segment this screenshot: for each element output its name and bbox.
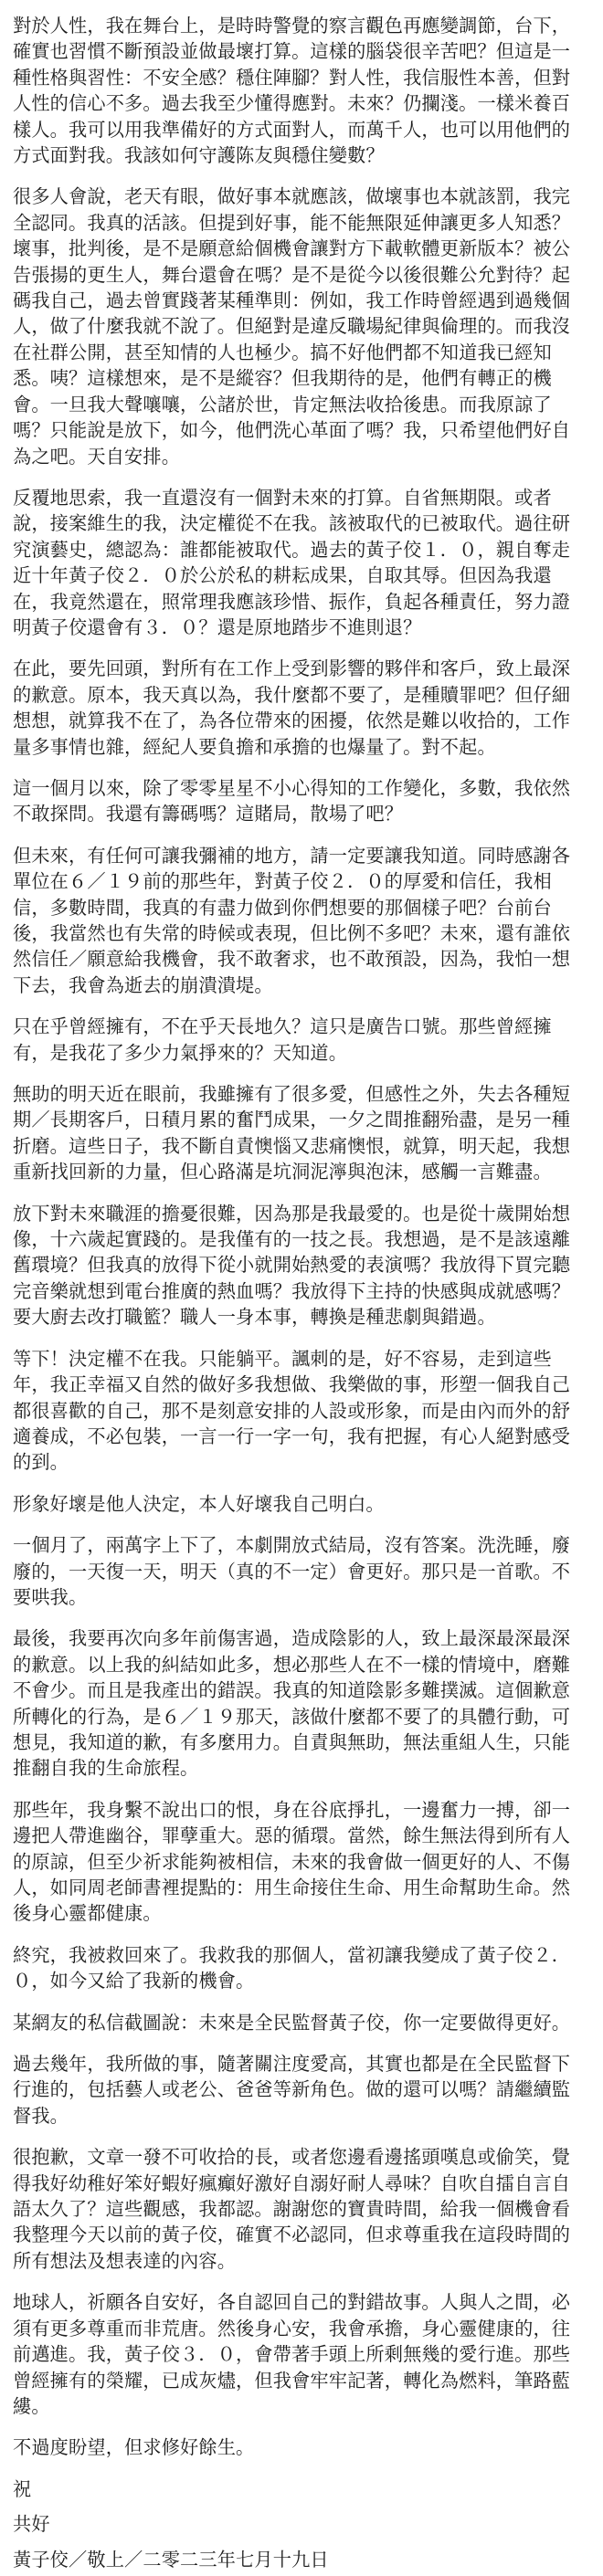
paragraph: 最後，我要再次向多年前傷害過，造成陰影的人，致上最深最深最深的歉意。以上我的糾結如此多，想必那些人在不一樣的情境中，磨難不會少。而且是我產出的錯誤。我真的知道陰影多難撲滅。這個歉意所轉化的行為，是６／１９那天，該做什麼都不要了的具體行動，可想見，我知道的歉，有多麼用力。自責與無助，無法重組人生，只能推翻自我的生命旅程。 (13, 1627, 571, 1780)
closing-wish: 祝 (13, 2477, 32, 2500)
paragraph: 很抱歉，文章一發不可收拾的長，或者您邊看邊搖頭嘆息或偷笑，覺得我好幼稚好笨好蝦好瘋癲好激好自溺好耐人尋味？自吹自擂自言自語太久了？這些觀感，我都認。謝謝您的寶貴時間，給我一個機會看我整理今天以前的黃子佼，確實不必認同，但求尊重我在這段時間的所有想法及想表達的內容。 (13, 2146, 571, 2272)
paragraph: 地球人，祈願各自安好，各自認回自己的對錯故事。人與人之間，必須有更多尊重而非荒唐。然後身心安，我會承擔，身心靈健康的，往前邁進。我，黃子佼３．０，會帶著手頭上所剩無幾的愛行進。那些曾經擁有的榮耀，已成灰燼，但我會牢牢記著，轉化為燃料，筆路藍縷。 (13, 2291, 571, 2417)
paragraph: 對於人性，我在舞台上，是時時警覺的察言觀色再應變調節，台下，確實也習慣不斷預設並做最壞打算。這樣的腦袋很辛苦吧？但這是一種性格與習性：不安全感？穩住陣腳？對人性，我信服性本善，但對人性的信心不多。過去我至少懂得應對。未來？仍攔淺。一樣米養百樣人。我可以用我準備好的方式面對人，而萬千人，也可以用他們的方式面對我。我該如何守護陈友與穩住變數？ (13, 15, 571, 167)
closing-greeting: 共好 (13, 2513, 50, 2536)
paragraph: 在此，要先回頭，對所有在工作上受到影響的夥伴和客戶，致上最深的歉意。原本，我天真以為，我什麼都不要了，是種贖罪吧？但仔細想想，就算我不在了，為各位帶來的困擾，依然是難以收拾的，工作量多事情也雜，經紀人要負擔和承擔的也爆量了。對不起。 (13, 657, 571, 758)
paragraph: 終究，我被救回來了。我救我的那個人，當初讓我變成了黃子佼２．０，如今又給了我新的機會。 (13, 1943, 571, 1992)
paragraph: 不過度盼望，但求修好餘生。 (13, 2436, 255, 2459)
paragraph: 放下對未來職涯的擔憂很難，因為那是我最愛的。也是從十歲開始想像，十六歲起實踐的。是我僅有的一技之長。我想過，是不是該遠離舊環境？但我真的放得下從小就開始熱愛的表演嗎？我放得下買完聽完音樂就想到電台推廣的熱血嗎？我放得下主持的快感與成就感嗎？要大廚去改打職籃？職人一身本事，轉換是種悲劇與錯過。 (13, 1202, 571, 1329)
paragraph: 某網友的私信截圖說：未來是全民監督黃子佼，你一定要做得更好。 (13, 2011, 571, 2034)
paragraph: 無助的明天近在眼前，我雖擁有了很多愛，但感性之外，失去各種短期／長期客戶，日積月累的奮鬥成果，一夕之間推翻殆盡，是另一種折磨。這些日子，我不斷自責懊惱又悲痛懊恨，就算，明天起，我想重新找回新的力量，但心路滿是坑洞泥濘與泡沫，感觸一言難盡。 (13, 1083, 571, 1183)
paragraph: 但未來，有任何可讓我彌補的地方，請一定要讓我知道。同時感謝各單位在６／１９前的那些年，對黃子佼２．０的厚愛和信任，我相信，多數時間，我真的有盡力做到你們想要的那個樣子吧？台前台後，我當然也有失常的時候或表現，但比例不多吧？未來，還有誰依然信任／願意給我機會，我不敢奢求，也不敢預設，因為，我怕一想下去，我會為逝去的崩潰潰堤。 (13, 844, 571, 996)
paragraph: 很多人會說，老天有眼，做好事本就應該，做壞事也本就該罰，我完全認同。我真的活該。但提到好事，能不能無限延伸讓更多人知悉？壞事，批判後，是不是願意給個機會讓對方下載軟體更新版本？被公告張揚的更生人，舞台還會在嗎？是不是從今以後很難公允對待？起碼我自己，過去曾實踐著某種準則：例如，我工作時曾經遇到過幾個人，做了什麼我就不說了。但絕對是違反職場紀律與倫理的。而我沒在社群公開，甚至知情的人也極少。搞不好他們都不知道我已經知悉。咦？這樣想來，是不是縱容？但我期待的是，他們有轉正的機會。一旦我大聲嚷嚷，公諸於世，肯定無法收拾後患。而我原諒了嗎？只能說是放下，如今，他們洗心革面了嗎？我，只希望他們好自為之吧。天自安排。 (13, 185, 571, 468)
paragraph: 只在乎曾經擁有，不在乎天長地久？這只是廣告口號。那些曾經擁有，是我花了多少力氣掙來的？天知道。 (13, 1015, 552, 1064)
paragraph: 等下！決定權不在我。只能躺平。諷刺的是，好不容易，走到這些年，我正幸福又自然的做好多我想做、我樂做的事，形塑一個我自己都很喜歡的自己，那不是刻意安排的人設或形象，而是由內而外的舒適養成，不必包裝，一言一行一字一句，我有把握，有心人絕對感受的到。 (13, 1347, 571, 1474)
paragraph: 那些年，我身繫不說出口的恨，身在谷底掙扎，一邊奮力一搏，卻一邊把人帶進幽谷，罪孽重大。惡的循環。當然，餘生無法得到所有人的原諒，但至少祈求能夠被相信，未來的我會做一個更好的人、不傷人，如同周老師書裡提點的：用生命接住生命、用生命幫助生命。然後身心靈都健康。 (13, 1798, 571, 1925)
paragraph: 形象好壞是他人決定，本人好壞我自己明白。 (13, 1492, 385, 1515)
paragraph: 反覆地思索，我一直還沒有一個對未來的打算。自省無期限。或者說，接案維生的我，決定權從不在我。該被取代的已被取代。過往研究演藝史，總認為：誰都能被取代。過去的黃子佼１．０，親自奪走近十年黃子佼２．０於公於私的耕耘成果，自取其辱。但因為我還在，我竟然還在，照常理我應該珍惜、振作，負起各種責任，努力證明黃子佼還會有３．０？還是原地踏步不進則退？ (13, 486, 571, 638)
paragraph: 這一個月以來，除了零零星星不小心得知的工作變化，多數，我依然不敢探問。我還有籌碼嗎？這賭局，散場了吧？ (13, 776, 571, 825)
paragraph: 過去幾年，我所做的事，隨著關注度愛高，其實也都是在全民監督下行進的，包括藝人或老公、爸爸等新角色。做的還可以嗎？請繼續監督我。 (13, 2053, 571, 2127)
signature-line: 黃子佼／敬上／二零二三年七月十九日 (13, 2548, 329, 2571)
paragraph: 一個月了，兩萬字上下了，本劇開放式結局，沒有答案。洗洗睡，廢廢的，一天復一天，明天（真的不一定）會更好。那只是一首歌。不要哄我。 (13, 1534, 571, 1608)
